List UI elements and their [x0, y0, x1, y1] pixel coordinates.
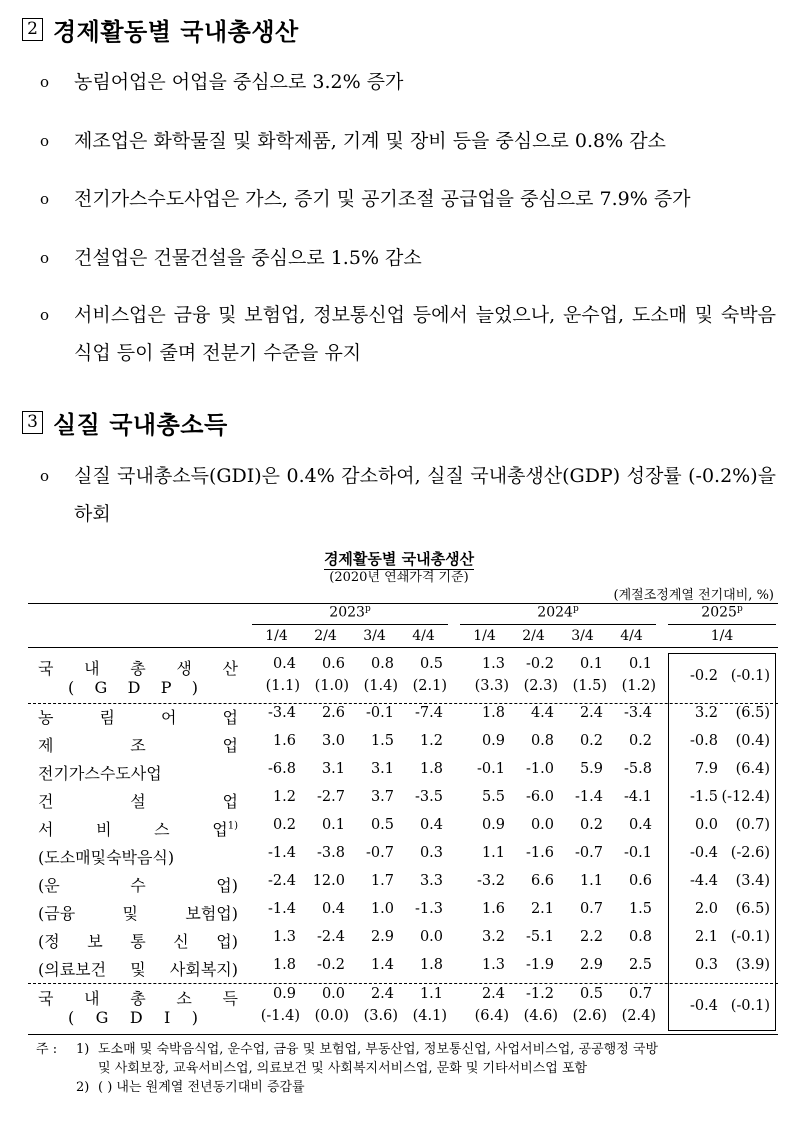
value-cell: -4.1: [624, 789, 652, 805]
notes-prefix: 주 :: [36, 1042, 58, 1057]
bullet-text: 실질 국내총소득(GDI)은 0.4% 감소하여, 실질 국내총생산(GDP) 성장률 (-0.2%)을 하회: [74, 465, 776, 525]
value-cell: -1.0: [526, 761, 554, 777]
latest-value-cell: -0.8: [690, 733, 718, 749]
value-cell: 1.6: [272, 733, 296, 749]
value-cell: 1.0: [370, 901, 394, 917]
value-cell: 1.1: [481, 845, 505, 861]
bullet-item: [40, 180, 776, 218]
bullet-item: [40, 63, 776, 101]
row-label: 농 림 어 업: [38, 708, 238, 727]
latest-value-cell: -0.4: [690, 845, 718, 861]
latest-yoy-cell: (-2.6): [730, 845, 770, 861]
table-subtitle: (2020년 연쇄가격 기준): [329, 570, 469, 585]
latest-value-cell: 2.0: [694, 901, 718, 917]
latest-value-cell: -0.2: [690, 668, 718, 684]
value-cell: 4.4: [530, 705, 554, 721]
latest-yoy-cell: (3.9): [735, 957, 770, 973]
latest-value-cell: 0.3: [694, 957, 718, 973]
value-cell: 1.1: [419, 986, 443, 1002]
latest-value-cell: 2.1: [694, 929, 718, 945]
bullet-marker: o: [40, 306, 50, 324]
value-cell: -6.0: [526, 789, 554, 805]
value-cell: 0.4: [272, 656, 296, 672]
value-cell: 2.4: [481, 986, 505, 1002]
latest-value-cell: 3.2: [694, 705, 718, 721]
quarter-header: 3/4: [363, 628, 386, 644]
value-cell: 1.8: [481, 705, 505, 721]
value-cell: 1.2: [272, 789, 296, 805]
value-cell: 2.2: [579, 929, 603, 945]
section-title: 실질 국내총소득: [53, 410, 228, 439]
value-cell: -0.1: [366, 705, 394, 721]
value-cell: -0.2: [317, 957, 345, 973]
table-bottom-rule: [28, 1034, 778, 1035]
value-cell: 1.3: [272, 929, 296, 945]
value-cell: 1.5: [370, 733, 394, 749]
value-cell: 6.6: [530, 873, 554, 889]
value-cell: 3.1: [370, 761, 394, 777]
year-header: 2025$^p$: [701, 604, 743, 621]
bullet-item: [40, 457, 776, 533]
value-cell: 2.9: [370, 929, 394, 945]
row-label: 제 조 업: [38, 736, 238, 755]
value-cell: -2.4: [268, 873, 296, 889]
value-cell: 2.5: [628, 957, 652, 973]
value-cell: 0.9: [272, 986, 296, 1002]
yoy-cell: (1.2): [621, 678, 656, 694]
row-label: 서 비 스 업$^{1)}$: [38, 820, 238, 839]
value-cell: -5.1: [526, 929, 554, 945]
row-label: 국 내 총 소 득: [38, 989, 238, 1008]
value-cell: 0.2: [579, 733, 603, 749]
year-underline-2024: [460, 624, 656, 625]
yoy-cell: (3.6): [363, 1008, 398, 1024]
row-label: 건 설 업: [38, 792, 238, 811]
latest-yoy-cell: (3.4): [735, 873, 770, 889]
note-number: 1): [76, 1042, 90, 1057]
value-cell: 1.2: [419, 733, 443, 749]
value-cell: 0.5: [370, 817, 394, 833]
latest-yoy-cell: (-12.4): [721, 789, 770, 805]
value-cell: -6.8: [268, 761, 296, 777]
bullet-text: 전기가스수도사업은 가스, 증기 및 공기조절 공급업을 중심으로 7.9% 증가: [74, 188, 691, 210]
yoy-cell: (4.1): [412, 1008, 447, 1024]
row-label: (정 보 통 신 업): [38, 932, 238, 951]
latest-yoy-cell: (0.4): [735, 733, 770, 749]
yoy-cell: (1.1): [265, 678, 300, 694]
year-underline-2025: [668, 624, 776, 625]
value-cell: -2.4: [317, 929, 345, 945]
section-number-box: 2: [22, 18, 43, 41]
value-cell: 2.9: [579, 957, 603, 973]
yoy-cell: (2.4): [621, 1008, 656, 1024]
quarter-header: 1/4: [265, 628, 288, 644]
gdi-separator: [28, 983, 778, 984]
value-cell: 1.3: [481, 957, 505, 973]
section-number-box: 3: [22, 411, 43, 434]
latest-value-cell: -1.5: [690, 789, 718, 805]
bullet-text: 농림어업은 어업을 중심으로 3.2% 증가: [74, 71, 404, 93]
yoy-cell: (3.3): [474, 678, 509, 694]
value-cell: 0.8: [530, 733, 554, 749]
yoy-cell: (-1.4): [260, 1008, 300, 1024]
value-cell: -1.4: [575, 789, 603, 805]
value-cell: 2.4: [579, 705, 603, 721]
quarter-header: 4/4: [620, 628, 643, 644]
yoy-cell: (2.1): [412, 678, 447, 694]
yoy-cell: (2.6): [572, 1008, 607, 1024]
yoy-cell: (1.5): [572, 678, 607, 694]
value-cell: 0.0: [419, 929, 443, 945]
value-cell: 1.6: [481, 901, 505, 917]
year-header: 2024$^p$: [537, 604, 579, 621]
bullet-item: [40, 122, 776, 160]
value-cell: 0.6: [321, 656, 345, 672]
section-3-heading: [22, 405, 228, 440]
yoy-cell: (1.0): [314, 678, 349, 694]
value-cell: -1.9: [526, 957, 554, 973]
value-cell: -0.7: [366, 845, 394, 861]
bullet-marker: o: [40, 190, 50, 208]
value-cell: 2.4: [370, 986, 394, 1002]
value-cell: -1.4: [268, 845, 296, 861]
value-cell: 1.7: [370, 873, 394, 889]
value-cell: 1.5: [628, 901, 652, 917]
value-cell: 1.8: [419, 761, 443, 777]
value-cell: 0.2: [628, 733, 652, 749]
note-number: 2): [76, 1080, 90, 1095]
bullet-marker: o: [40, 132, 50, 150]
row-sublabel: ( G D I ): [68, 1008, 198, 1027]
latest-yoy-cell: (-0.1): [730, 929, 770, 945]
table-notes: [36, 1040, 658, 1097]
value-cell: 1.4: [370, 957, 394, 973]
value-cell: 5.5: [481, 789, 505, 805]
bullet-text: 건설업은 건물건설을 중심으로 1.5% 감소: [74, 247, 422, 269]
section-2-heading: [22, 12, 299, 47]
row-label: 국 내 총 생 산: [38, 659, 238, 678]
value-cell: -0.7: [575, 845, 603, 861]
yoy-cell: (1.4): [363, 678, 398, 694]
value-cell: -1.2: [526, 986, 554, 1002]
row-label: (도소매및숙박음식): [38, 848, 175, 867]
row-label: (금융 및 보험업): [38, 904, 238, 923]
latest-yoy-cell: (6.5): [735, 705, 770, 721]
bullet-item: [40, 296, 776, 372]
yoy-cell: (6.4): [474, 1008, 509, 1024]
table-unit: (계절조정계열 전기대비, %): [613, 588, 774, 603]
quarter-header: 2/4: [522, 628, 545, 644]
value-cell: 0.2: [579, 817, 603, 833]
value-cell: 1.8: [419, 957, 443, 973]
value-cell: 0.9: [481, 817, 505, 833]
value-cell: 1.3: [481, 656, 505, 672]
latest-value-cell: 7.9: [694, 761, 718, 777]
year-underline-2023: [252, 624, 448, 625]
yoy-cell: (4.6): [523, 1008, 558, 1024]
table-title: 경제활동별 국내총생산: [323, 550, 475, 568]
value-cell: 0.1: [579, 656, 603, 672]
value-cell: -0.1: [624, 845, 652, 861]
value-cell: 0.7: [628, 986, 652, 1002]
value-cell: 3.7: [370, 789, 394, 805]
value-cell: -1.4: [268, 901, 296, 917]
note-text: ( ) 내는 원계열 전년동기대비 증감률: [98, 1080, 305, 1095]
value-cell: 0.0: [321, 986, 345, 1002]
value-cell: 0.0: [530, 817, 554, 833]
value-cell: -3.4: [624, 705, 652, 721]
value-cell: 0.2: [272, 817, 296, 833]
header-bottom-rule: [28, 647, 778, 648]
latest-value-cell: -0.4: [690, 998, 718, 1014]
value-cell: -2.7: [317, 789, 345, 805]
latest-yoy-cell: (-0.1): [730, 998, 770, 1014]
quarter-header: 1/4: [473, 628, 496, 644]
latest-value-cell: -4.4: [690, 873, 718, 889]
value-cell: -0.2: [526, 656, 554, 672]
note-text: 도소매 및 숙박음식업, 운수업, 금융 및 보험업, 부동산업, 정보통신업, 사업서비스업, 공공행정 국방: [98, 1042, 659, 1057]
value-cell: -3.4: [268, 705, 296, 721]
value-cell: 2.1: [530, 901, 554, 917]
latest-yoy-cell: (6.4): [735, 761, 770, 777]
quarter-header: 1/4: [710, 628, 734, 644]
value-cell: 0.7: [579, 901, 603, 917]
bullet-marker: o: [40, 467, 50, 485]
value-cell: 0.8: [628, 929, 652, 945]
row-sublabel: ( G D P ): [68, 678, 198, 697]
bullet-item: [40, 239, 776, 277]
bullet-text: 서비스업은 금융 및 보험업, 정보통신업 등에서 늘었으나, 운수업, 도소매 및 숙박음식업 등이 줄며 전분기 수준을 유지: [74, 304, 776, 364]
value-cell: 3.3: [419, 873, 443, 889]
bullet-marker: o: [40, 249, 50, 267]
latest-value-cell: 0.0: [694, 817, 718, 833]
row-label: (의료보건 및 사회복지): [38, 960, 238, 979]
value-cell: 0.4: [628, 817, 652, 833]
value-cell: -1.6: [526, 845, 554, 861]
row-label: 전기가스수도사업: [38, 764, 162, 783]
quarter-header: 4/4: [412, 628, 435, 644]
value-cell: 1.1: [579, 873, 603, 889]
value-cell: -7.4: [415, 705, 443, 721]
value-cell: 1.8: [272, 957, 296, 973]
yoy-cell: (2.3): [523, 678, 558, 694]
yoy-cell: (0.0): [314, 1008, 349, 1024]
value-cell: 5.9: [579, 761, 603, 777]
note-text: 및 사회보장, 교육서비스업, 의료보건 및 사회복지서비스업, 문화 및 기타서비스업 포함: [98, 1061, 588, 1076]
value-cell: 0.6: [628, 873, 652, 889]
value-cell: 0.3: [419, 845, 443, 861]
quarter-header: 3/4: [571, 628, 594, 644]
value-cell: 3.2: [481, 929, 505, 945]
year-header: 2023$^p$: [329, 604, 371, 621]
value-cell: 0.1: [321, 817, 345, 833]
value-cell: 2.6: [321, 705, 345, 721]
value-cell: 0.4: [419, 817, 443, 833]
value-cell: -0.1: [477, 761, 505, 777]
value-cell: -3.2: [477, 873, 505, 889]
section-title: 경제활동별 국내총생산: [53, 17, 299, 46]
value-cell: 0.5: [579, 986, 603, 1002]
value-cell: 0.1: [628, 656, 652, 672]
bullet-text: 제조업은 화학물질 및 화학제품, 기계 및 장비 등을 중심으로 0.8% 감소: [74, 130, 666, 152]
latest-yoy-cell: (0.7): [735, 817, 770, 833]
value-cell: -1.3: [415, 901, 443, 917]
value-cell: -5.8: [624, 761, 652, 777]
value-cell: 0.5: [419, 656, 443, 672]
row-label: (운 수 업): [38, 876, 238, 895]
value-cell: -3.5: [415, 789, 443, 805]
value-cell: 0.9: [481, 733, 505, 749]
value-cell: 3.1: [321, 761, 345, 777]
bullet-marker: o: [40, 73, 50, 91]
value-cell: -3.8: [317, 845, 345, 861]
gdp-separator: [28, 703, 778, 704]
value-cell: 12.0: [312, 873, 345, 889]
value-cell: 3.0: [321, 733, 345, 749]
latest-yoy-cell: (-0.1): [730, 668, 770, 684]
quarter-header: 2/4: [314, 628, 337, 644]
value-cell: 0.4: [321, 901, 345, 917]
value-cell: 0.8: [370, 656, 394, 672]
latest-yoy-cell: (6.5): [735, 901, 770, 917]
